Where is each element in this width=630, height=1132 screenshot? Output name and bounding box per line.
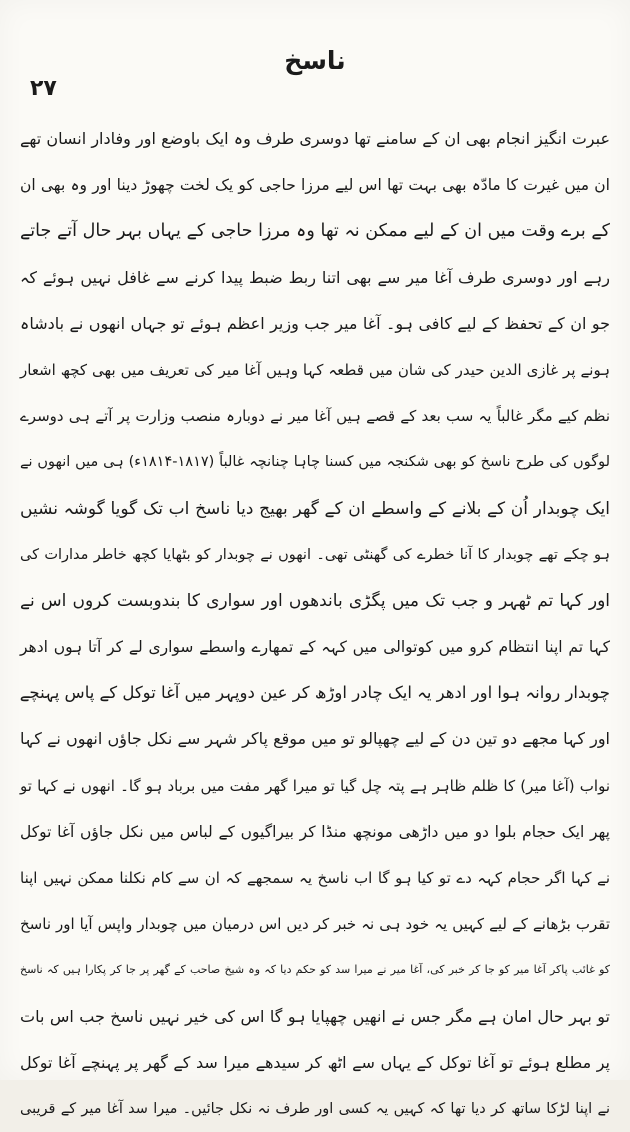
text-line: نواب (آغا میر) کا ظلم ظاہر ہے پتہ چل گیا تو میرا گھر مفت میں برباد ہو گا۔ انھوں نے کہا تو: [20, 776, 610, 795]
text-line: چوبدار روانہ ہوا اور ادھر یہ ایک چادر اوڑھ کر عین دوپہر میں آغا توکل کے پاس پہنچے: [19, 683, 610, 703]
text-line: کے برے وقت میں ان کے لیے ممکن نہ تھا وہ مرزا حاجی کے یہاں بہر حال آتے جاتے: [20, 221, 610, 242]
text-line: ان میں غیرت کا مادّہ بھی بہت تھا اس لیے مرزا حاجی کو یک لخت چھوڑ دینا اور وہ بھی ان: [20, 176, 610, 195]
text-line: رہے اور دوسری طرف آغا میر سے بھی اتنا ربط ضبط پیدا کرنے سے غافل نہیں ہوئے کہ: [20, 267, 610, 287]
text-line: کو غائب پاکر آغا میر کو جا کر خبر کی، آغا میر نے میرا سد کو حکم دیا کہ وہ شیخ صاحب کے گھر پر جا کر پکارا ہیں کہ ناسخ: [20, 963, 610, 977]
text-line: پر مطلع ہوئے تو آغا توکل کے یہاں سے اٹھ کر سیدھے میرا سد کے گھر پر پہنچے آغا توکل: [20, 1052, 610, 1072]
text-line: تو بہر حال امان ہے مگر جس نے انھیں چھپایا ہو گا اس کی خیر نہیں ناسخ جب اس بات: [20, 1006, 610, 1026]
page-number: ۲۷: [30, 76, 57, 101]
text-line: کہا تم اپنا انتظام کرو میں کوتوالی میں کہہ کے تمھارے واسطے سواری لے کر آتا ہوں ادھر: [20, 638, 610, 657]
text-line: تقرب بڑھانے کے لیے کہیں یہ خود ہی نہ خبر کر دیں اس درمیان میں چوبدار واپس آیا اور ناسخ: [20, 915, 610, 934]
text-line: ہونے پر غازی الدین حیدر کی شان میں قطعہ کہا وہیں آغا میر کی تعریف میں بھی کچھ اشعار: [20, 360, 610, 379]
text-line: نے اپنا لڑکا ساتھ کر دیا تھا کہ کہیں یہ کسی اور طرف نہ نکل جائیں۔ میرا سد آغا میر کے قریبی: [20, 1100, 610, 1117]
text-line: نظم کیے مگر غالباً یہ سب بعد کے قصے ہیں آغا میر نے دوبارہ منصب وزارت پر آتے ہی دوسرے: [20, 407, 610, 426]
text-line: اور کہا تم ٹھہر و جب تک میں پگڑی باندھوں اور سواری کا بندوبست کروں اس نے: [20, 590, 610, 611]
text-line: لوگوں کی طرح ناسخ کو بھی شکنجہ میں کسنا چاہا چنانچہ غالباً (۱۸۱۷-۱۸۱۴ء) ہی میں انھوں نے: [20, 454, 611, 471]
text-line: عبرت انگیز انجام بھی ان کے سامنے تھا دوسری طرف وہ ایک باوضع اور وفادار انسان تھے: [20, 129, 610, 148]
text-line: اور کہا مجھے دو تین دن کے لیے چھپالو تو میں موقع پاکر شہر سے نکل جاؤں انھوں نے کہا: [20, 729, 610, 749]
text-line: ایک چوبدار اُن کے بلانے کے واسطے ان کے گھر بھیج دیا ناسخ اب تک گویا گوشہ نشیں: [20, 498, 610, 519]
page-header: [0, 40, 630, 100]
text-line: جو ان کے تحفظ کے لیے کافی ہو۔ آغا میر جب وزیر اعظم ہوئے تو جہاں انھوں نے بادشاہ: [20, 313, 610, 333]
text-line: نے کہا اگر حجام کہہ دے تو کیا ہو گا اب ناسخ یہ سمجھے کہ ان سے کام نکلنا ممکن نہیں اپنا: [20, 869, 610, 887]
body-text: [20, 116, 610, 1132]
running-title: ناسخ: [284, 46, 346, 75]
text-line: ہو چکے تھے چوبدار کا آنا خطرے کی گھنٹی تھی۔ انھوں نے چوبدار کو بٹھایا کچھ خاطر مدارات کی: [20, 546, 610, 563]
text-line: پھر ایک حجام بلوا دو میں داڑھی مونچھ منڈا کر بیراگیوں کے لباس میں نکل جاؤں آغا توکل: [20, 822, 610, 841]
